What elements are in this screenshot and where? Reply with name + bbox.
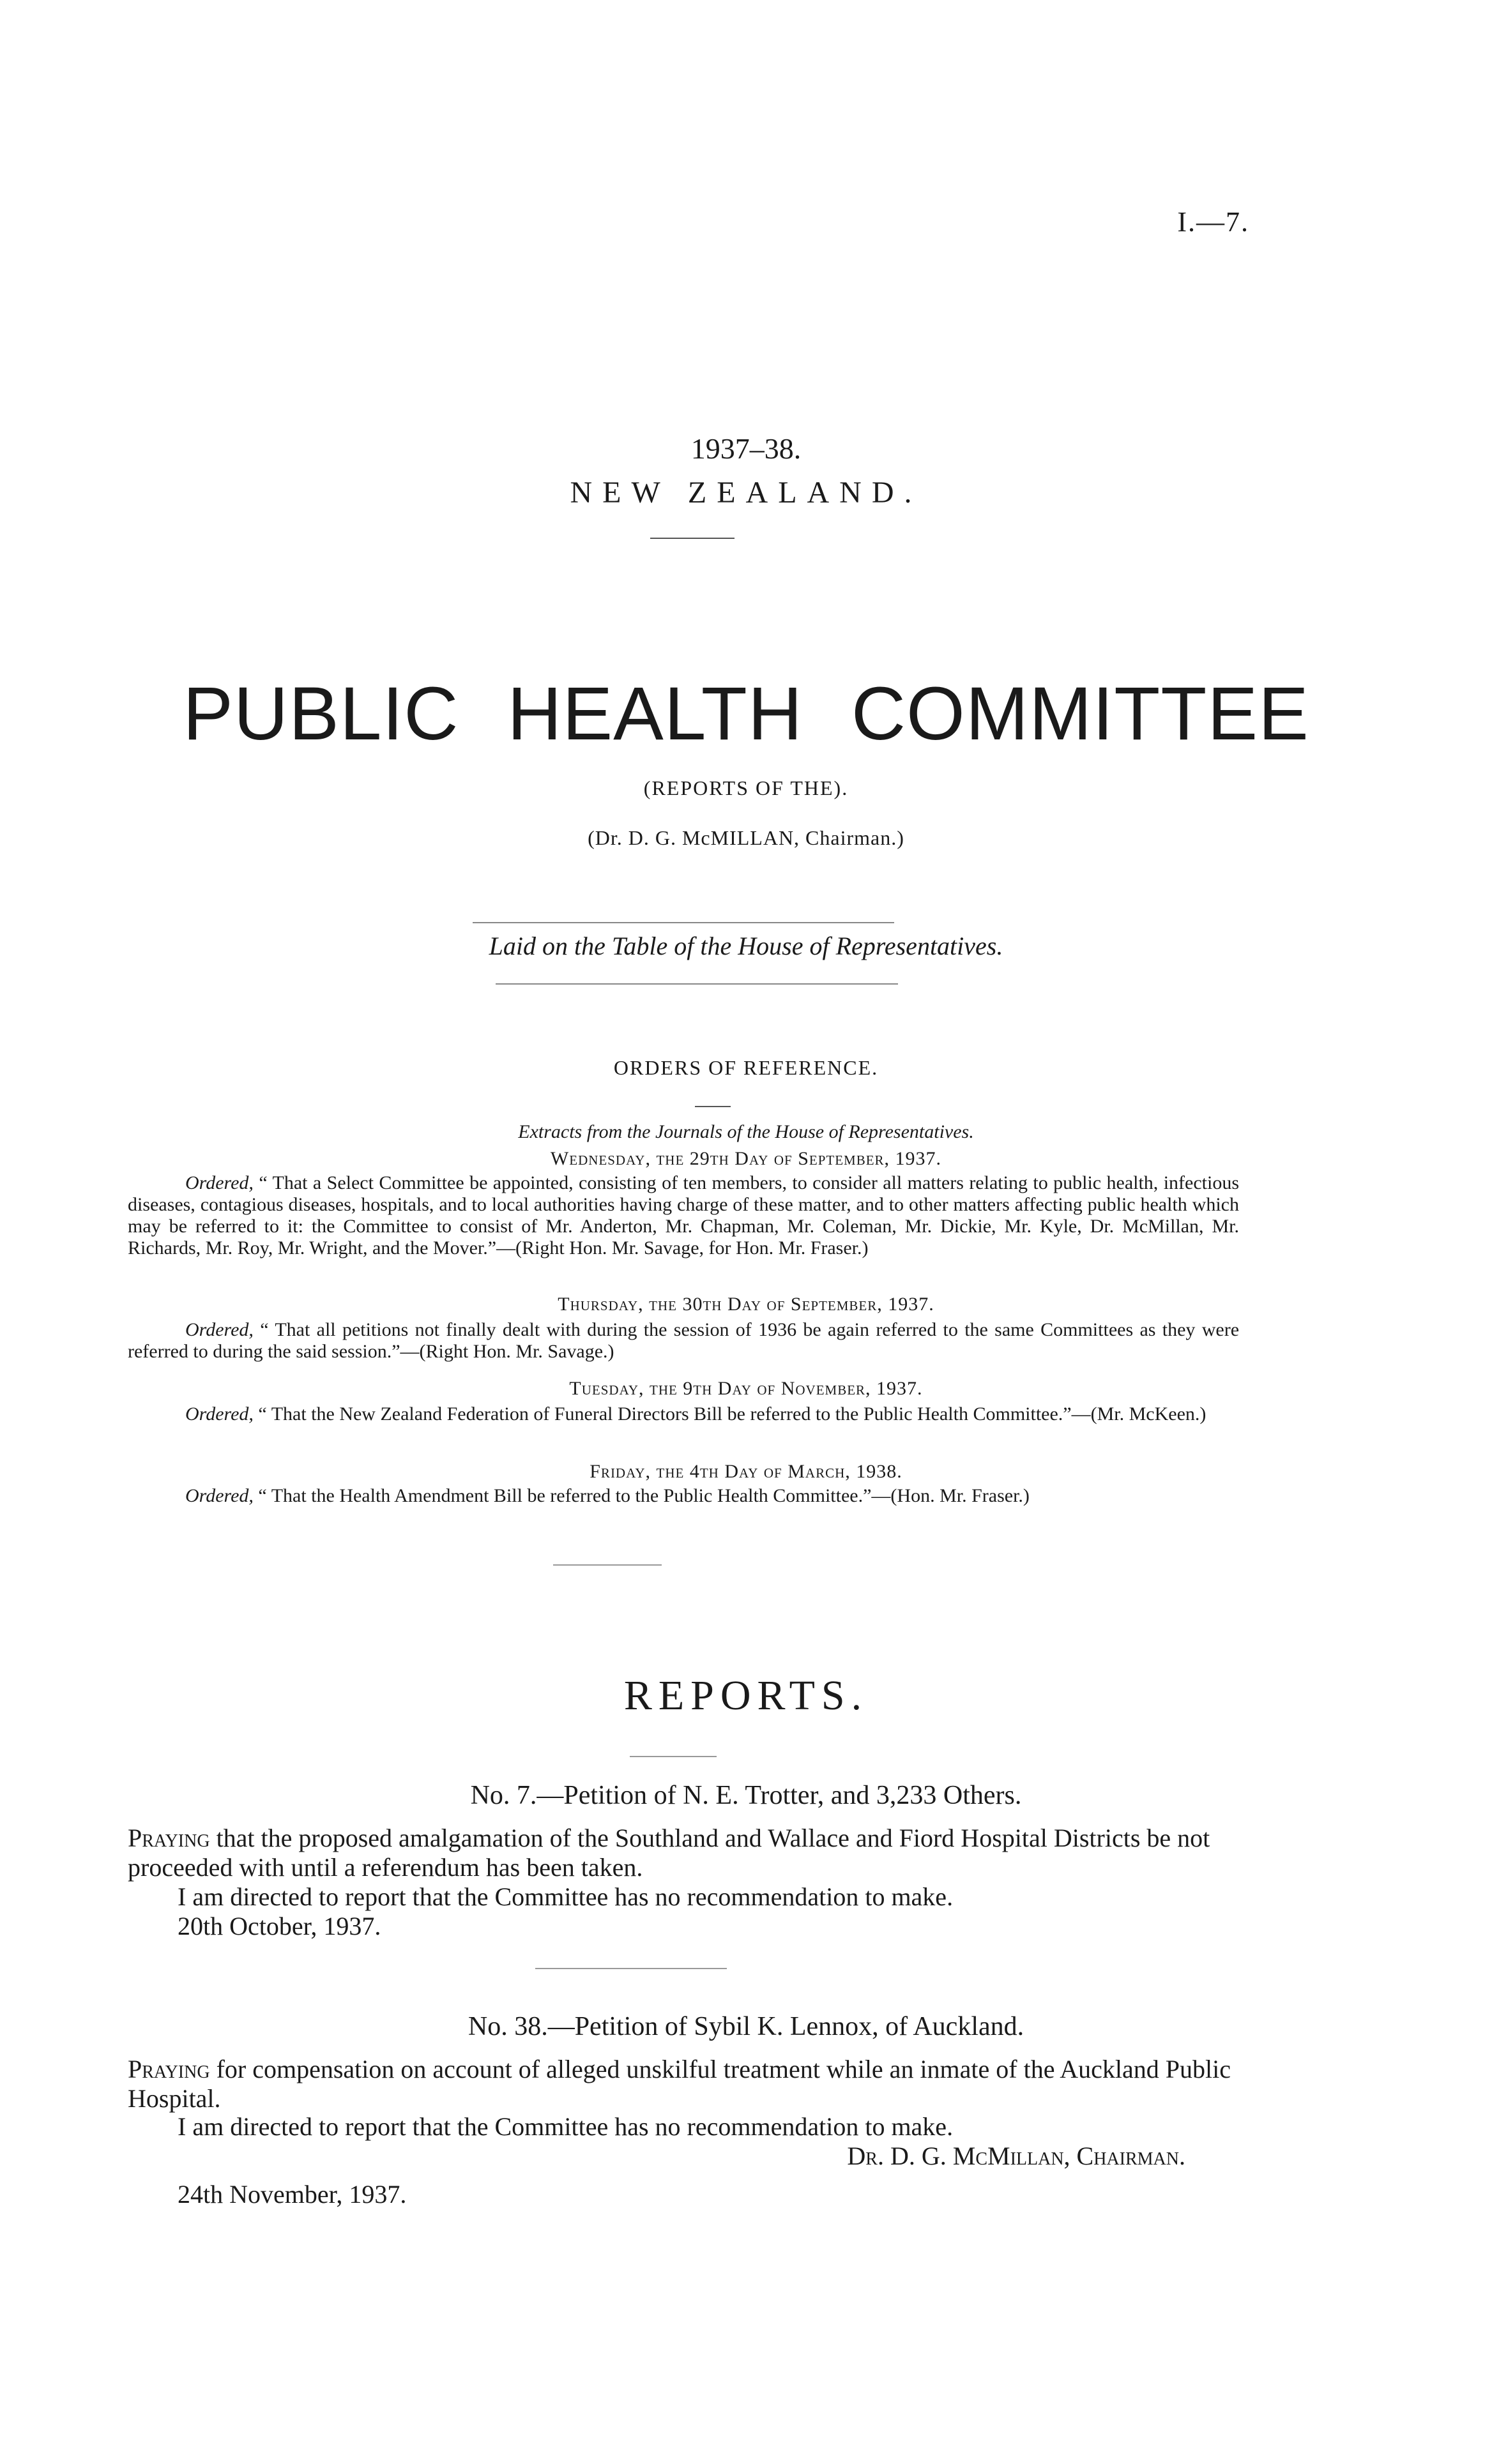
divider <box>473 922 894 923</box>
laid-on-table: Laid on the Table of the House of Representatives. <box>489 932 1003 960</box>
session-years: 1937–38. <box>690 432 802 465</box>
orders-heading: ORDERS OF REFERENCE. <box>613 1056 879 1079</box>
document-title: PUBLIC HEALTH COMMITTEE <box>183 672 1309 756</box>
order-date: Thursday, the 30th Day of September, 1937. <box>558 1294 934 1315</box>
order-body: “ That a Select Committee be appointed, consisting of ten members, to consider all matters relating to public health, infectious diseases, contagious diseases, hospitals, and to local authorities having charge of these matter, and to other matters affecting public health which may be referred to it: the Committee to consist of Mr. Anderton, Mr. Chapman, Mr. Coleman, Mr. Dickie, Mr. Kyle, Dr. McMillan, Mr. Richards, Mr. Roy, Mr. Wright, and the Mover.”—(Right Hon. Mr. Savage, for Hon. Mr. Fraser.) <box>128 1172 1240 1258</box>
order-text <box>128 1319 1239 1363</box>
order-body: “ That all petitions not finally dealt with during the session of 1936 be again referred to the same Committees as they were referred to during the said session.”—(Right Hon. Mr. Savage.) <box>128 1319 1240 1362</box>
reports-heading: REPORTS. <box>623 1672 869 1719</box>
petition-praying <box>128 2055 1239 2113</box>
document-subtitle: (REPORTS OF THE). <box>643 776 849 799</box>
divider <box>553 1564 662 1566</box>
order-date: Friday, the 4th Day of March, 1938. <box>590 1461 902 1482</box>
report-directed: I am directed to report that the Committee has no recommendation to make. <box>178 1882 954 1911</box>
ordered-label: Ordered, <box>185 1485 254 1506</box>
praying-text: that the proposed amalgamation of the Southland and Wallace and Fiord Hospital Districts be not proceeded with until a referendum has been taken. <box>128 1824 1210 1882</box>
ordered-label: Ordered, <box>185 1172 254 1193</box>
order-text <box>128 1172 1239 1259</box>
petition-heading: No. 7.—Petition of N. E. Trotter, and 3,233 Others. <box>470 1781 1022 1810</box>
petition-praying <box>128 1824 1239 1882</box>
report-directed: I am directed to report that the Committee has no recommendation to make. <box>178 2112 954 2141</box>
order-text <box>128 1485 1239 1507</box>
report-date: 24th November, 1937. <box>178 2180 407 2209</box>
ordered-label: Ordered, <box>185 1403 254 1425</box>
extracts-line: Extracts from the Journals of the House of Representatives. <box>518 1121 974 1142</box>
praying-word: Praying <box>128 1824 210 1852</box>
divider <box>650 538 735 539</box>
divider <box>695 1106 731 1107</box>
country-name: NEW ZEALAND. <box>570 476 922 510</box>
report-date: 20th October, 1937. <box>178 1912 381 1940</box>
divider <box>535 1968 727 1969</box>
praying-word: Praying <box>128 2055 210 2083</box>
order-body: “ That the New Zealand Federation of Funeral Directors Bill be referred to the Public Health Committee.”—(Mr. McKeen.) <box>258 1403 1207 1425</box>
order-body: “ That the Health Amendment Bill be referred to the Public Health Committee.”—(Hon. Mr. Fraser.) <box>258 1485 1030 1506</box>
petition-heading: No. 38.—Petition of Sybil K. Lennox, of Auckland. <box>468 2012 1024 2041</box>
chairman-signature: Dr. D. G. McMillan, Chairman. <box>847 2142 1185 2170</box>
order-date: Tuesday, the 9th Day of November, 1937. <box>569 1378 923 1399</box>
ordered-label: Ordered, <box>185 1319 254 1340</box>
order-date: Wednesday, the 29th Day of September, 1937. <box>550 1148 942 1169</box>
divider <box>496 983 898 985</box>
chairman-line: (Dr. D. G. McMILLAN, Chairman.) <box>588 826 904 849</box>
praying-text: for compensation on account of alleged unskilful treatment while an inmate of the Auckland Public Hospital. <box>128 2055 1231 2113</box>
page-reference: I.—7. <box>1177 206 1249 238</box>
divider <box>630 1756 717 1757</box>
order-text <box>128 1403 1239 1425</box>
